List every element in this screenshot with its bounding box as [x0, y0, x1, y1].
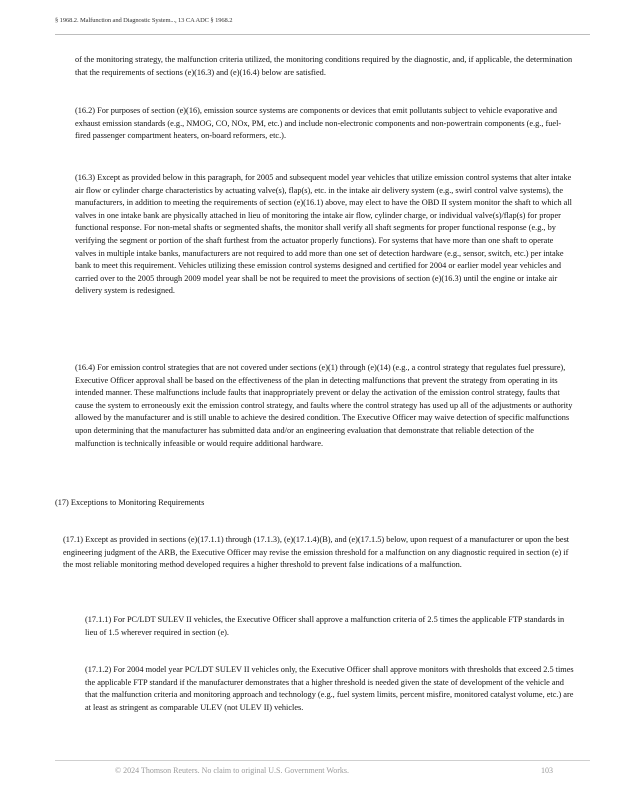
footer-divider [55, 760, 590, 761]
paragraph-17-1: (17.1) Except as provided in sections (e)(17.1.1) through (17.1.3), (e)(17.1.4)(B), and (e)(17.1.5) below, upon request of a manufacturer or upon the best engineering judgment of the ARB, the Executive Officer may revise the emission threshold for a malfunction on any diagnostic required in section (e) if the most reliable monitoring method developed requires a higher threshold to prevent false indications of a malfunction. [63, 535, 570, 570]
paragraph-16-2: (16.2) For purposes of section (e)(16), emission source systems are components or devices that emit pollutants subject to vehicle evaporative and exhaust emission standards (e.g., NMOG, CO, NOx, PM, etc.) and include non-electronic components and non-powertrain components (e.g., fuel-fired passenger compartment heaters, on-board reformers, etc.). [75, 106, 562, 141]
paragraph-17-1-2: (17.1.2) For 2004 model year PC/LDT SULEV II vehicles only, the Executive Officer shall approve monitors with thresholds that exceed 2.5 times the applicable FTP standard if the manufacturer demonstrates that a higher threshold is needed given the state of development of the vehicle and that the malfunction criteria and monitoring approach and technology (e.g., fuel system limits, percent misfire, monitored catalyst volume, etc.) are at least as stringent as comparable ULEV (not ULEV II) vehicles. [85, 665, 574, 712]
page-number: 103 [541, 766, 553, 775]
paragraph-16-4: (16.4) For emission control strategies that are not covered under sections (e)(1) through (e)(14) (e.g., a control strategy that regulates fuel pressure), Executive Officer approval shall be based on the effectiveness of the plan in detecting malfunctions that prevent the strategy from operating in its intended manner. These malfunctions include faults that inappropriately prevent or delay the activation of the emission control strategy, faults that cause the system to erroneously exit the emission control strategy, and faults where the control strategy has used up all of the adjustments or authority allowed by the manufacturer and is still unable to achieve the desired condition. The Executive Officer may waive detection of specific malfunctions upon determining that the manufacturer has submitted data and/or an engineering evaluation that demonstrate that reliable detection of the malfunction is technically infeasible or would require additional hardware. [75, 363, 573, 448]
paragraph-17-1-1: (17.1.1) For PC/LDT SULEV II vehicles, the Executive Officer shall approve a malfunction criteria of 2.5 times the applicable FTP standards in lieu of 1.5 wherever required in section (e). [85, 615, 565, 637]
section-heading-17: (17) Exceptions to Monitoring Requirements [55, 498, 205, 507]
header-divider [55, 34, 590, 35]
running-header: § 1968.2. Malfunction and Diagnostic System..., 13 CA ADC § 1968.2 [55, 17, 233, 24]
footer-copyright: © 2024 Thomson Reuters. No claim to original U.S. Government Works. [115, 766, 350, 775]
paragraph-continuation: of the monitoring strategy, the malfunction criteria utilized, the monitoring conditions required by the diagnostic, and, if applicable, the determination that the requirements of sections (e)(16.3) and (e)(16.4) below are satisfied. [75, 55, 573, 77]
paragraph-16-3: (16.3) Except as provided below in this paragraph, for 2005 and subsequent model year vehicles that utilize emission control systems that alter intake air flow or cylinder charge characteristics by actuating valve(s), flap(s), etc. in the intake air delivery system (e.g., swirl control valve systems), the manufacturers, in addition to meeting the requirements of section (e)(16.1) above, may elect to have the OBD II system monitor the shaft to which all valves in one intake bank are physically attached in lieu of monitoring the intake air flow, cylinder charge, or individual valve(s)/flap(s) for proper functional response. For non-metal shafts or segmented shafts, the monitor shall verify all shaft segments for proper functional response (e.g., by verifying the segment or portion of the shaft furthest from the actuator properly functions). For systems that have more than one shaft to operate valves in multiple intake banks, manufacturers are not required to add more than one set of detection hardware (e.g., sensor, switch, etc.) per intake bank to meet this requirement. Vehicles utilizing these emission control systems designed and certified for 2004 or earlier model year vehicles and carried over to the 2005 through 2009 model year shall be not be required to meet the provisions of section (e)(16.3) until the engine or intake air delivery system is redesigned. [75, 173, 572, 296]
